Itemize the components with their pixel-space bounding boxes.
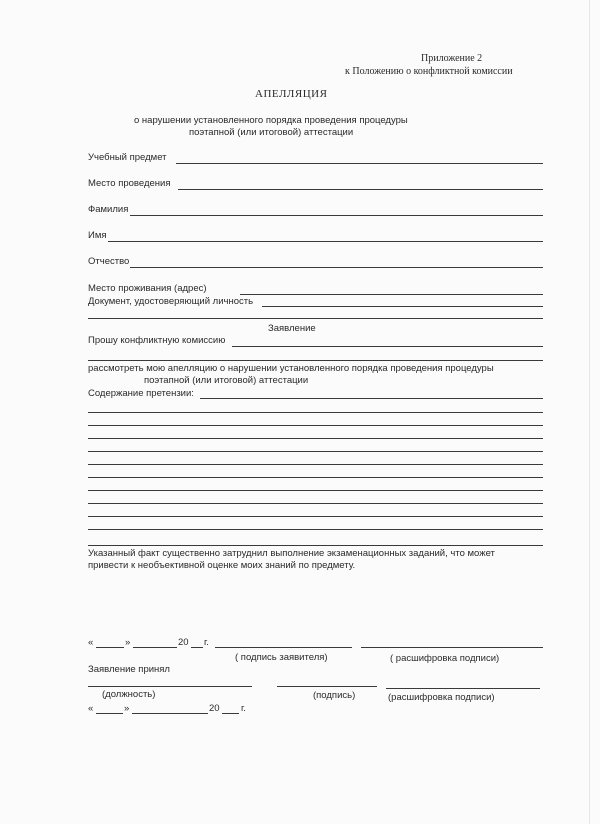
claim-line-0[interactable]: [200, 398, 543, 399]
applicant-signature-line[interactable]: [215, 647, 352, 648]
accepted-position-line[interactable]: [88, 686, 252, 687]
field-surname-line[interactable]: [130, 215, 543, 216]
decode-caption: (расшифровка подписи): [388, 692, 495, 703]
statement-body-line1: рассмотреть мою апелляцию о нарушении установленного порядка проведения процедуры: [88, 363, 494, 374]
scan-edge: [589, 0, 590, 824]
field-address-label: Место проживания (адрес): [88, 283, 207, 294]
date1-month-line[interactable]: [133, 647, 177, 648]
accepted-label: Заявление принял: [88, 664, 170, 675]
field-patronymic-line[interactable]: [130, 267, 543, 268]
date2-year-suffix: г.: [241, 703, 246, 714]
date1-year-suffix: г.: [204, 637, 209, 648]
date1-year-line[interactable]: [191, 647, 203, 648]
field-place-line[interactable]: [178, 189, 543, 190]
field-name-label: Имя: [88, 230, 107, 241]
date1-year-prefix: 20: [178, 637, 189, 648]
claim-line[interactable]: [88, 490, 543, 491]
date1-close-quote: »: [125, 637, 131, 648]
claim-line[interactable]: [88, 516, 543, 517]
date2-day-line[interactable]: [96, 713, 123, 714]
applicant-decode-caption: ( расшифровка подписи): [390, 653, 500, 664]
claim-line[interactable]: [88, 503, 543, 504]
claim-line[interactable]: [88, 529, 543, 530]
date1-open-quote: «: [88, 637, 94, 648]
field-document-line-2[interactable]: [88, 318, 543, 319]
page-title: АПЕЛЛЯЦИЯ: [255, 88, 328, 100]
claim-label: Содержание претензии:: [88, 388, 194, 399]
date2-month-line[interactable]: [132, 713, 208, 714]
applicant-decode-line[interactable]: [361, 647, 543, 648]
field-place-label: Место проведения: [88, 178, 171, 189]
claim-line[interactable]: [88, 438, 543, 439]
applicant-signature-caption: ( подпись заявителя): [235, 652, 328, 663]
claim-line[interactable]: [88, 412, 543, 413]
accepted-decode-line[interactable]: [386, 688, 540, 689]
field-document-label: Документ, удостоверяющий личность: [88, 296, 254, 307]
appendix-reference: к Положению о конфликтной комиссии: [345, 66, 513, 77]
claim-line[interactable]: [88, 425, 543, 426]
field-subject-line[interactable]: [176, 163, 543, 164]
claim-line[interactable]: [88, 451, 543, 452]
field-document-line[interactable]: [262, 306, 543, 307]
field-surname-label: Фамилия: [88, 204, 129, 215]
subtitle-line1: о нарушении установленного порядка проведения процедуры: [134, 115, 408, 126]
statement-request: Прошу конфликтную комиссию: [88, 335, 226, 346]
date2-year-prefix: 20: [209, 703, 220, 714]
conclusion-line2: привести к необъективной оценке моих знаний по предмету.: [88, 560, 356, 571]
claim-line[interactable]: [88, 477, 543, 478]
date2-year-line[interactable]: [222, 713, 239, 714]
conclusion-line1: Указанный факт существенно затруднил выполнение экзаменационных заданий, что может: [88, 548, 495, 559]
field-address-line[interactable]: [240, 294, 543, 295]
claim-line[interactable]: [88, 545, 543, 546]
statement-body-line2: поэтапной (или итоговой) аттестации: [144, 375, 309, 386]
accepted-signature-line[interactable]: [277, 686, 377, 687]
date2-close-quote: »: [124, 703, 130, 714]
signature-caption: (подпись): [313, 690, 356, 701]
date1-day-line[interactable]: [96, 647, 124, 648]
statement-heading: Заявление: [268, 323, 316, 334]
subtitle-line2: поэтапной (или итоговой) аттестации: [189, 127, 354, 138]
claim-line[interactable]: [88, 464, 543, 465]
field-subject-label: Учебный предмет: [88, 152, 167, 163]
field-name-line[interactable]: [108, 241, 543, 242]
field-patronymic-label: Отчество: [88, 256, 130, 267]
appendix-number: Приложение 2: [421, 53, 483, 64]
date2-open-quote: «: [88, 703, 94, 714]
statement-request-line[interactable]: [232, 346, 543, 347]
statement-request-line-2[interactable]: [88, 360, 543, 361]
position-caption: (должность): [102, 689, 156, 700]
